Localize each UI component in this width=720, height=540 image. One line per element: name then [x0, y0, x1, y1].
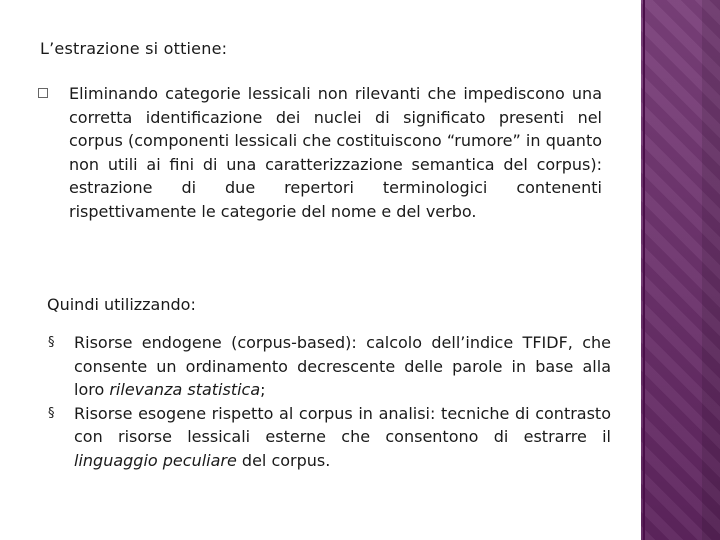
paragraph-item	[38, 82, 602, 223]
list-item-text-part: Risorse endogene (corpus-based): calcolo dell’indice TFIDF, che consente un ordinamento decrescente delle parole in base alla loro	[74, 333, 611, 399]
section-heading: L’estrazione si ottiene:	[40, 39, 228, 58]
list-item-text-end: del corpus.	[236, 450, 331, 470]
emphasis-text: linguaggio peculiare	[74, 450, 237, 470]
resources-list	[46, 331, 611, 472]
emphasis-text: rilevanza statistica	[109, 380, 261, 399]
subheading: Quindi utilizzando:	[47, 295, 196, 314]
list-item-text-end: ;	[260, 380, 266, 399]
list-item-text-part: Risorse esogene rispetto al corpus in analisi: tecniche di contrasto con risorse lessicali esterne che consentono di estrarre il	[74, 403, 611, 446]
list-item-text	[74, 331, 611, 402]
section-bullet-icon: §	[48, 405, 55, 421]
first-paragraph	[38, 82, 602, 223]
list-item-text	[74, 402, 611, 473]
checkbox-bullet-icon	[38, 88, 48, 98]
panel-stripe	[702, 0, 720, 540]
decorative-side-panel	[641, 0, 720, 540]
panel-divider	[643, 0, 645, 540]
section-bullet-icon: §	[48, 335, 55, 350]
list-item-endogenous	[46, 331, 611, 402]
list-item-exogenous	[46, 402, 611, 473]
paragraph-text: Eliminando categorie lessicali non rilevanti che impediscono una corretta identificazione dei nuclei di significato presenti nel corpus (componenti lessicali che costituiscono “rumore” in quanto non utili ai fini di una caratterizzazione semantica del corpus): estrazione di due repertori terminologici contenenti rispettivamente le categorie del nome e del verbo.	[69, 84, 602, 221]
